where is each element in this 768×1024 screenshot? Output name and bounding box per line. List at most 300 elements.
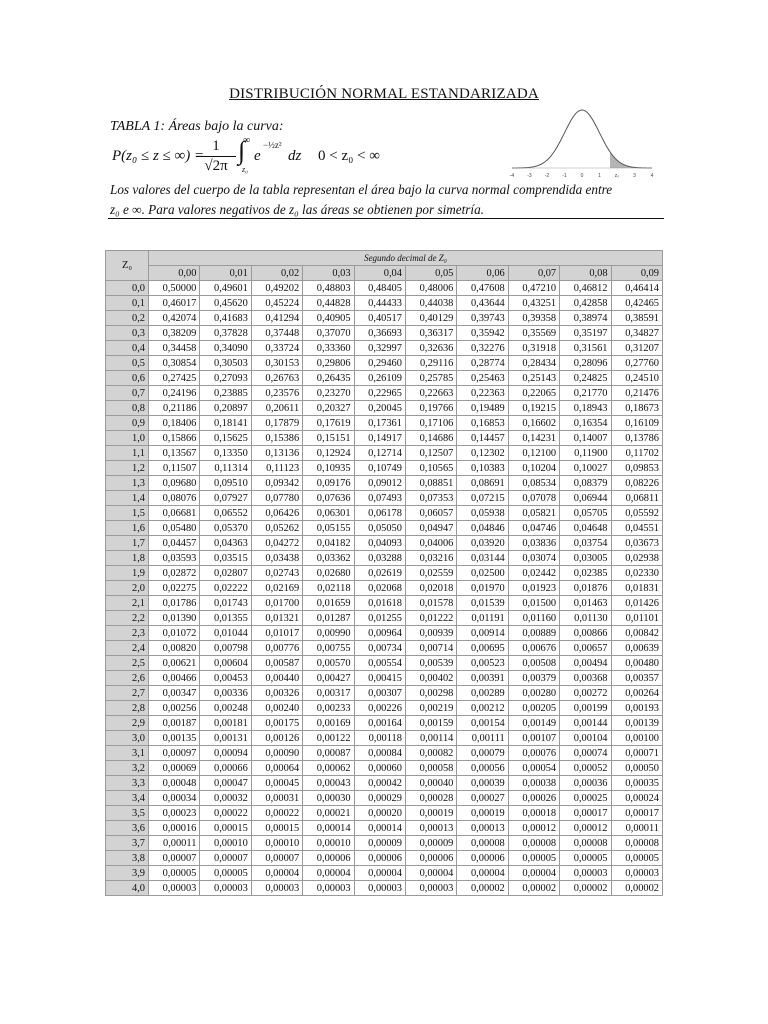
- area-cell: 0,03144: [457, 551, 508, 566]
- table-row: [106, 416, 663, 431]
- area-cell: 0,11507: [149, 461, 200, 476]
- area-cell: 0,03836: [508, 536, 559, 551]
- area-cell: 0,00019: [457, 806, 508, 821]
- area-cell: 0,16354: [560, 416, 611, 431]
- table-note: [110, 180, 670, 220]
- curve-tick-label: 1: [598, 173, 601, 179]
- area-cell: 0,07927: [200, 491, 251, 506]
- table-row: [106, 356, 663, 371]
- z-value-cell: 3,3: [106, 776, 149, 791]
- area-cell: 0,10935: [303, 461, 354, 476]
- normal-curve-figure: [506, 104, 658, 186]
- area-cell: 0,24196: [149, 386, 200, 401]
- area-cell: 0,00379: [508, 671, 559, 686]
- area-cell: 0,48006: [405, 281, 456, 296]
- area-cell: 0,01072: [149, 626, 200, 641]
- area-cell: 0,00025: [560, 791, 611, 806]
- area-cell: 0,02442: [508, 566, 559, 581]
- z-value-cell: 0,5: [106, 356, 149, 371]
- area-cell: 0,00064: [251, 761, 302, 776]
- area-cell: 0,00181: [200, 716, 251, 731]
- area-cell: 0,37448: [251, 326, 302, 341]
- area-cell: 0,00317: [303, 686, 354, 701]
- area-cell: 0,25143: [508, 371, 559, 386]
- area-cell: 0,29806: [303, 356, 354, 371]
- area-cell: 0,00842: [611, 626, 662, 641]
- area-cell: 0,00118: [354, 731, 405, 746]
- area-cell: 0,00154: [457, 716, 508, 731]
- area-cell: 0,44433: [354, 296, 405, 311]
- column-header: 0,06: [457, 266, 508, 281]
- area-cell: 0,35569: [508, 326, 559, 341]
- area-cell: 0,23576: [251, 386, 302, 401]
- z-value-cell: 4,0: [106, 881, 149, 896]
- area-cell: 0,06552: [200, 506, 251, 521]
- area-cell: 0,01130: [560, 611, 611, 626]
- area-cell: 0,04551: [611, 521, 662, 536]
- z-value-cell: 3,5: [106, 806, 149, 821]
- column-header: 0,09: [611, 266, 662, 281]
- z-value-cell: 0,6: [106, 371, 149, 386]
- area-cell: 0,00029: [354, 791, 405, 806]
- z-value-cell: 0,0: [106, 281, 149, 296]
- area-cell: 0,00336: [200, 686, 251, 701]
- area-cell: 0,28774: [457, 356, 508, 371]
- area-cell: 0,00008: [508, 836, 559, 851]
- area-cell: 0,06057: [405, 506, 456, 521]
- area-cell: 0,19215: [508, 401, 559, 416]
- area-cell: 0,00193: [611, 701, 662, 716]
- z-value-cell: 3,7: [106, 836, 149, 851]
- area-cell: 0,00272: [560, 686, 611, 701]
- area-cell: 0,00022: [251, 806, 302, 821]
- area-cell: 0,12714: [354, 446, 405, 461]
- area-cell: 0,00019: [405, 806, 456, 821]
- area-cell: 0,28096: [560, 356, 611, 371]
- area-cell: 0,00040: [405, 776, 456, 791]
- area-cell: 0,04363: [200, 536, 251, 551]
- area-cell: 0,00032: [200, 791, 251, 806]
- area-cell: 0,36693: [354, 326, 405, 341]
- divider: [108, 218, 664, 219]
- area-cell: 0,00018: [508, 806, 559, 821]
- area-cell: 0,30153: [251, 356, 302, 371]
- area-cell: 0,11900: [560, 446, 611, 461]
- area-cell: 0,12507: [405, 446, 456, 461]
- table-row: [106, 401, 663, 416]
- area-cell: 0,14686: [405, 431, 456, 446]
- z-value-cell: 2,2: [106, 611, 149, 626]
- density-curve: [512, 110, 652, 168]
- area-cell: 0,00036: [560, 776, 611, 791]
- area-cell: 0,42074: [149, 311, 200, 326]
- area-cell: 0,05592: [611, 506, 662, 521]
- area-cell: 0,01321: [251, 611, 302, 626]
- area-cell: 0,02938: [611, 551, 662, 566]
- area-cell: 0,00368: [560, 671, 611, 686]
- area-cell: 0,00604: [200, 656, 251, 671]
- area-cell: 0,03216: [405, 551, 456, 566]
- area-cell: 0,00539: [405, 656, 456, 671]
- area-cell: 0,00256: [149, 701, 200, 716]
- probability-formula: [112, 135, 412, 182]
- area-cell: 0,00015: [200, 821, 251, 836]
- z-value-cell: 1,0: [106, 431, 149, 446]
- area-cell: 0,00695: [457, 641, 508, 656]
- area-cell: 0,07636: [303, 491, 354, 506]
- area-cell: 0,00008: [560, 836, 611, 851]
- area-cell: 0,13786: [611, 431, 662, 446]
- area-cell: 0,00866: [560, 626, 611, 641]
- area-cell: 0,03005: [560, 551, 611, 566]
- area-cell: 0,00494: [560, 656, 611, 671]
- area-cell: 0,01539: [457, 596, 508, 611]
- area-cell: 0,00676: [508, 641, 559, 656]
- area-cell: 0,00071: [611, 746, 662, 761]
- area-cell: 0,08076: [149, 491, 200, 506]
- area-cell: 0,38209: [149, 326, 200, 341]
- area-cell: 0,00003: [251, 881, 302, 896]
- area-cell: 0,00005: [149, 866, 200, 881]
- area-cell: 0,17619: [303, 416, 354, 431]
- area-cell: 0,00030: [303, 791, 354, 806]
- area-cell: 0,01390: [149, 611, 200, 626]
- area-cell: 0,00307: [354, 686, 405, 701]
- area-cell: 0,11702: [611, 446, 662, 461]
- table-row: [106, 521, 663, 536]
- area-cell: 0,22065: [508, 386, 559, 401]
- table-body: [106, 281, 663, 896]
- area-cell: 0,01222: [405, 611, 456, 626]
- area-cell: 0,00048: [149, 776, 200, 791]
- curve-tick-label: -1: [562, 173, 567, 179]
- area-cell: 0,00264: [611, 686, 662, 701]
- area-cell: 0,35197: [560, 326, 611, 341]
- area-cell: 0,26763: [251, 371, 302, 386]
- area-cell: 0,00002: [508, 881, 559, 896]
- area-cell: 0,00914: [457, 626, 508, 641]
- table-row: [106, 506, 663, 521]
- area-cell: 0,00005: [611, 851, 662, 866]
- area-cell: 0,15151: [303, 431, 354, 446]
- area-cell: 0,07215: [457, 491, 508, 506]
- area-cell: 0,01355: [200, 611, 251, 626]
- area-cell: 0,07493: [354, 491, 405, 506]
- area-cell: 0,00280: [508, 686, 559, 701]
- area-cell: 0,00017: [560, 806, 611, 821]
- area-cell: 0,00003: [611, 866, 662, 881]
- area-cell: 0,46812: [560, 281, 611, 296]
- area-cell: 0,17361: [354, 416, 405, 431]
- area-cell: 0,11123: [251, 461, 302, 476]
- table-row: [106, 716, 663, 731]
- area-cell: 0,00820: [149, 641, 200, 656]
- z-value-cell: 3,4: [106, 791, 149, 806]
- table-row: [106, 296, 663, 311]
- area-cell: 0,37070: [303, 326, 354, 341]
- area-cell: 0,17106: [405, 416, 456, 431]
- area-cell: 0,33724: [251, 341, 302, 356]
- area-cell: 0,00022: [200, 806, 251, 821]
- area-cell: 0,41683: [200, 311, 251, 326]
- area-cell: 0,10749: [354, 461, 405, 476]
- curve-tick-label: 4: [650, 173, 654, 179]
- area-cell: 0,44828: [303, 296, 354, 311]
- area-cell: 0,36317: [405, 326, 456, 341]
- area-cell: 0,00002: [457, 881, 508, 896]
- area-cell: 0,22965: [354, 386, 405, 401]
- area-cell: 0,00090: [251, 746, 302, 761]
- area-cell: 0,20045: [354, 401, 405, 416]
- area-cell: 0,40517: [354, 311, 405, 326]
- area-cell: 0,00159: [405, 716, 456, 731]
- area-cell: 0,02118: [303, 581, 354, 596]
- integral-lower-limit: z₀: [242, 165, 248, 174]
- area-cell: 0,00570: [303, 656, 354, 671]
- area-cell: 0,00639: [611, 641, 662, 656]
- z-value-cell: 3,8: [106, 851, 149, 866]
- table-row: [106, 536, 663, 551]
- area-cell: 0,00002: [560, 881, 611, 896]
- z-value-cell: 0,2: [106, 311, 149, 326]
- table-row: [106, 881, 663, 896]
- area-cell: 0,00175: [251, 716, 302, 731]
- area-cell: 0,02619: [354, 566, 405, 581]
- area-cell: 0,00010: [303, 836, 354, 851]
- table-row: [106, 326, 663, 341]
- area-cell: 0,02018: [405, 581, 456, 596]
- area-cell: 0,09342: [251, 476, 302, 491]
- area-cell: 0,43251: [508, 296, 559, 311]
- area-cell: 0,00016: [149, 821, 200, 836]
- integral-symbol: ∫: [238, 136, 246, 165]
- z-value-cell: 1,4: [106, 491, 149, 506]
- area-cell: 0,00104: [560, 731, 611, 746]
- area-cell: 0,00164: [354, 716, 405, 731]
- area-cell: 0,01101: [611, 611, 662, 626]
- area-cell: 0,03074: [508, 551, 559, 566]
- area-cell: 0,49202: [251, 281, 302, 296]
- area-cell: 0,00007: [251, 851, 302, 866]
- area-cell: 0,02222: [200, 581, 251, 596]
- table-row: [106, 311, 663, 326]
- area-cell: 0,00056: [457, 761, 508, 776]
- z-value-cell: 0,8: [106, 401, 149, 416]
- area-cell: 0,01017: [251, 626, 302, 641]
- area-cell: 0,42858: [560, 296, 611, 311]
- area-cell: 0,00050: [611, 761, 662, 776]
- area-cell: 0,03515: [200, 551, 251, 566]
- area-cell: 0,00734: [354, 641, 405, 656]
- table-row: [106, 281, 663, 296]
- area-cell: 0,01700: [251, 596, 302, 611]
- area-cell: 0,39358: [508, 311, 559, 326]
- table-row: [106, 791, 663, 806]
- area-cell: 0,05938: [457, 506, 508, 521]
- area-cell: 0,32997: [354, 341, 405, 356]
- area-cell: 0,00347: [149, 686, 200, 701]
- area-cell: 0,08851: [405, 476, 456, 491]
- area-cell: 0,00212: [457, 701, 508, 716]
- area-cell: 0,02385: [560, 566, 611, 581]
- super-header-row: [106, 251, 663, 266]
- area-cell: 0,00004: [457, 866, 508, 881]
- area-cell: 0,05155: [303, 521, 354, 536]
- z-value-cell: 2,3: [106, 626, 149, 641]
- area-cell: 0,00013: [405, 821, 456, 836]
- area-cell: 0,45224: [251, 296, 302, 311]
- area-cell: 0,46414: [611, 281, 662, 296]
- area-cell: 0,04093: [354, 536, 405, 551]
- area-cell: 0,10565: [405, 461, 456, 476]
- area-cell: 0,34090: [200, 341, 251, 356]
- area-cell: 0,29460: [354, 356, 405, 371]
- table-row: [106, 701, 663, 716]
- table-row: [106, 746, 663, 761]
- table-row: [106, 776, 663, 791]
- area-cell: 0,01876: [560, 581, 611, 596]
- area-cell: 0,01578: [405, 596, 456, 611]
- area-cell: 0,30854: [149, 356, 200, 371]
- z-value-cell: 2,9: [106, 716, 149, 731]
- area-cell: 0,20897: [200, 401, 251, 416]
- area-cell: 0,04947: [405, 521, 456, 536]
- area-cell: 0,00205: [508, 701, 559, 716]
- area-cell: 0,38591: [611, 311, 662, 326]
- area-cell: 0,00045: [251, 776, 302, 791]
- area-cell: 0,00028: [405, 791, 456, 806]
- area-cell: 0,00149: [508, 716, 559, 731]
- area-cell: 0,00008: [457, 836, 508, 851]
- area-cell: 0,47608: [457, 281, 508, 296]
- area-cell: 0,07353: [405, 491, 456, 506]
- table-row: [106, 341, 663, 356]
- area-cell: 0,07780: [251, 491, 302, 506]
- area-cell: 0,00082: [405, 746, 456, 761]
- z-value-cell: 1,1: [106, 446, 149, 461]
- area-cell: 0,18943: [560, 401, 611, 416]
- area-cell: 0,00079: [457, 746, 508, 761]
- area-cell: 0,05370: [200, 521, 251, 536]
- area-cell: 0,00010: [251, 836, 302, 851]
- area-cell: 0,01831: [611, 581, 662, 596]
- area-cell: 0,12302: [457, 446, 508, 461]
- formula-e: e: [254, 148, 261, 164]
- area-cell: 0,00480: [611, 656, 662, 671]
- area-cell: 0,40905: [303, 311, 354, 326]
- area-cell: 0,03593: [149, 551, 200, 566]
- area-cell: 0,10204: [508, 461, 559, 476]
- area-cell: 0,08379: [560, 476, 611, 491]
- area-cell: 0,00009: [405, 836, 456, 851]
- formula-exponent: −½z²: [263, 140, 282, 150]
- column-header: 0,03: [303, 266, 354, 281]
- area-cell: 0,09853: [611, 461, 662, 476]
- area-cell: 0,06681: [149, 506, 200, 521]
- area-cell: 0,00004: [303, 866, 354, 881]
- area-cell: 0,00233: [303, 701, 354, 716]
- table-row: [106, 596, 663, 611]
- table-row: [106, 386, 663, 401]
- area-cell: 0,03438: [251, 551, 302, 566]
- z-value-cell: 1,9: [106, 566, 149, 581]
- curve-tick-label: 3: [633, 173, 636, 179]
- area-cell: 0,00005: [200, 866, 251, 881]
- area-cell: 0,00007: [200, 851, 251, 866]
- area-cell: 0,00114: [405, 731, 456, 746]
- area-cell: 0,00440: [251, 671, 302, 686]
- area-cell: 0,00011: [611, 821, 662, 836]
- area-cell: 0,30503: [200, 356, 251, 371]
- area-cell: 0,04272: [251, 536, 302, 551]
- table-row: [106, 731, 663, 746]
- z-value-cell: 1,6: [106, 521, 149, 536]
- area-cell: 0,00052: [560, 761, 611, 776]
- area-cell: 0,09176: [303, 476, 354, 491]
- table-row: [106, 851, 663, 866]
- area-cell: 0,21186: [149, 401, 200, 416]
- formula-range: 0 < z₀ < ∞: [318, 148, 380, 164]
- area-cell: 0,00006: [354, 851, 405, 866]
- area-cell: 0,00100: [611, 731, 662, 746]
- normal-distribution-table: [105, 250, 663, 896]
- table-row: [106, 461, 663, 476]
- area-cell: 0,00026: [508, 791, 559, 806]
- area-cell: 0,00004: [508, 866, 559, 881]
- note-line-1: Los valores del cuerpo de la tabla representan el área bajo la curva normal comprendida entre: [110, 182, 613, 197]
- area-cell: 0,19766: [405, 401, 456, 416]
- area-cell: 0,00004: [405, 866, 456, 881]
- area-cell: 0,00523: [457, 656, 508, 671]
- area-cell: 0,00453: [200, 671, 251, 686]
- area-cell: 0,00076: [508, 746, 559, 761]
- table-row: [106, 656, 663, 671]
- table-row: [106, 641, 663, 656]
- area-cell: 0,00027: [457, 791, 508, 806]
- area-cell: 0,47210: [508, 281, 559, 296]
- area-cell: 0,00038: [508, 776, 559, 791]
- area-cell: 0,04846: [457, 521, 508, 536]
- formula-dz: dz: [288, 148, 302, 164]
- z-value-cell: 2,7: [106, 686, 149, 701]
- z-value-cell: 0,7: [106, 386, 149, 401]
- table-row: [106, 806, 663, 821]
- area-cell: 0,00122: [303, 731, 354, 746]
- area-cell: 0,00014: [303, 821, 354, 836]
- area-cell: 0,23270: [303, 386, 354, 401]
- area-cell: 0,00199: [560, 701, 611, 716]
- z-value-cell: 1,3: [106, 476, 149, 491]
- area-cell: 0,01287: [303, 611, 354, 626]
- area-cell: 0,14917: [354, 431, 405, 446]
- area-cell: 0,06178: [354, 506, 405, 521]
- z-value-cell: 2,4: [106, 641, 149, 656]
- area-cell: 0,00008: [611, 836, 662, 851]
- column-header: 0,04: [354, 266, 405, 281]
- area-cell: 0,00219: [405, 701, 456, 716]
- formula-fraction: [196, 138, 236, 175]
- area-cell: 0,00187: [149, 716, 200, 731]
- area-cell: 0,00003: [354, 881, 405, 896]
- z-value-cell: 0,3: [106, 326, 149, 341]
- area-cell: 0,00889: [508, 626, 559, 641]
- table-row: [106, 371, 663, 386]
- area-cell: 0,01618: [354, 596, 405, 611]
- area-cell: 0,00391: [457, 671, 508, 686]
- z-value-cell: 3,9: [106, 866, 149, 881]
- area-cell: 0,00003: [560, 866, 611, 881]
- z-value-cell: 0,1: [106, 296, 149, 311]
